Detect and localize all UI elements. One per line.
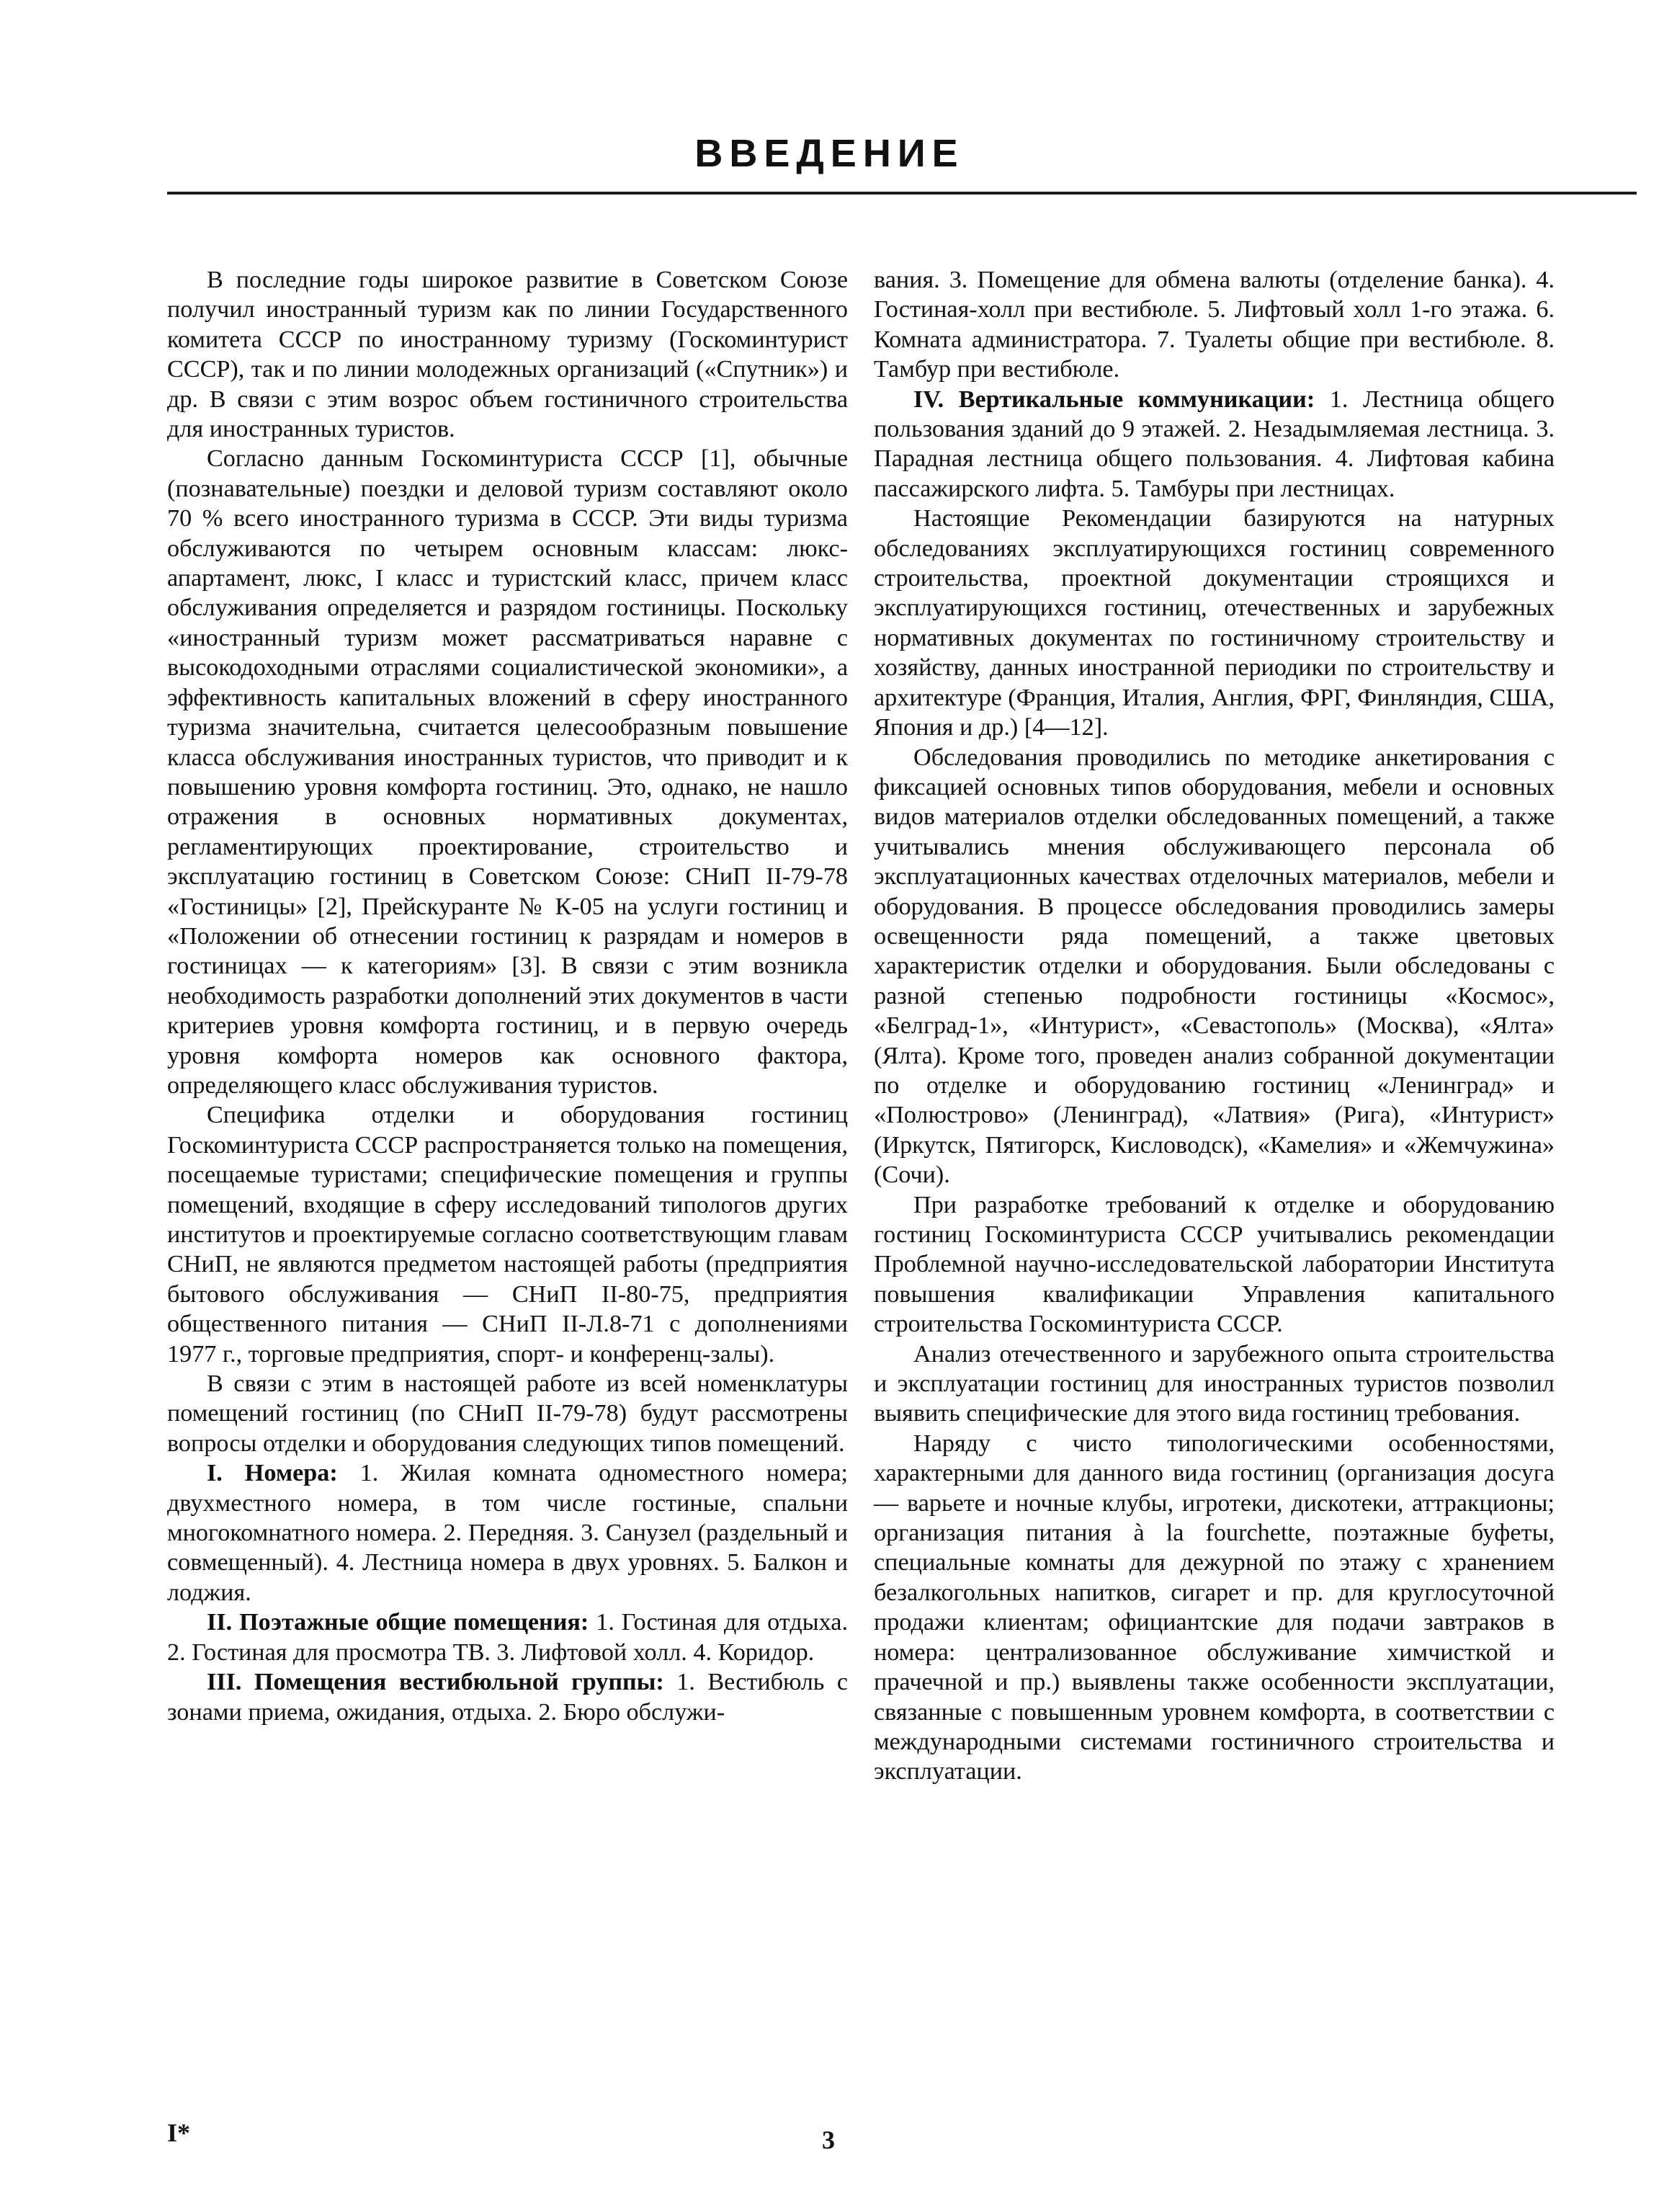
list-paragraph xyxy=(167,1667,848,1727)
list-heading: III. Помещения вестибюльной группы: xyxy=(207,1669,664,1696)
list-paragraph xyxy=(167,1458,848,1607)
list-text: 1. Вестибюль с зонами приема, ожидания, отдыха. 2. Бюро обслужи- xyxy=(167,1669,848,1726)
list-heading: II. Поэтажные общие помещения: xyxy=(207,1609,589,1636)
paragraph: Анализ отечественного и зарубежного опыта строительства и эксплуатации гостиниц для иностранных туристов позволил выявить специфические для этого вида гостиниц требования. xyxy=(874,1340,1555,1427)
page-number: 3 xyxy=(822,2126,835,2154)
paragraph: Настоящие Рекомендации базируются на натурных обследованиях эксплуатирующихся гостиниц современного строительства, проектной документации строящихся и эксплуатирующихся гостиниц, отечественных и зарубежных нормативных документах по гостиничному строительству и хозяйству, данных иностранной периодики по строительству и архитектуре (Франция, Италия, Англия, ФРГ, Финляндия, США, Япония и др.) [4—12]. xyxy=(874,505,1555,741)
list-heading: I. Номера: xyxy=(207,1460,338,1487)
list-paragraph xyxy=(167,1607,848,1667)
list-text: 1. Жилая комната одноместного номера; двухместного номера, в том числе гостиные, спальни многокомнатного номера. 2. Передняя. 3. Санузел (раздельный и совмещенный). 4. Лестница номера в двух уровнях. 5. Балкон и лоджия. xyxy=(167,1460,849,1606)
left-column xyxy=(167,265,848,1727)
paragraph: При разработке требований к отделке и оборудованию гостиниц Госкоминтуриста СССР учитывались рекомендации Проблемной научно-исследовательской лаборатории Института повышения квалификации Управления капитального строительства Госкоминтуриста СССР. xyxy=(874,1191,1555,1338)
paragraph: вания. 3. Помещение для обмена валюты (отделение банка). 4. Гостиная-холл при вестибюле. 5. Лифтовый холл 1-го этажа. 6. Комната администратора. 7. Туалеты общие при вестибюле. 8. Тамбур при вестибюле. xyxy=(874,267,1555,383)
title-rule xyxy=(167,192,1637,195)
paragraph: Обследования проводились по методике анкетирования с фиксацией основных типов оборудования, мебели и основных видов материалов отделки обследованных помещений, а также учитывались мнения обслуживающего персонала об эксплуатационных качествах отделочных материалов, мебели и оборудования. В процессе обследования проводились замеры освещенности ряда помещений, а также цветовых характеристик отделки и оборудования. Были обследованы с разной степенью подробности гостиницы «Космос», «Белград-1», «Интурист», «Севастополь» (Москва), «Ялта» (Ялта). Кроме того, проведен анализ собранной документации по отделке и оборудованию гостиниц «Ленинград» и «Полюстрово» (Ленинград), «Латвия» (Рига), «Интурист» (Иркутск, Пятигорск, Кисловодск), «Камелия» и «Жемчужина» (Сочи). xyxy=(874,744,1555,1189)
paragraph: Наряду с чисто типологическими особенностями, характерными для данного вида гостиниц (организация досуга — варьете и ночные клубы, игротеки, дискотеки, аттракционы; организация питания à la fourchette, поэтажные буфеты, специальные комнаты для дежурной по этажу с хранением безалкогольных напитков, сигарет и пр. для круглосуточной продажи клиентам; официантские для подачи завтраков в номера: централизованное обслуживание химчисткой и прачечной и пр.) выявлены также особенности эксплуатации, связанные с повышенным уровнем комфорта, в соответствии с международными системами гостиничного строительства и эксплуатации. xyxy=(874,1430,1555,1785)
signature-mark: I* xyxy=(167,2118,191,2147)
paragraph: Специфика отделки и оборудования гостиниц Госкоминтуриста СССР распространяется только на помещения, посещаемые туристами; специфические помещения и группы помещений, входящие в сферу исследований типологов других институтов и проектируемые согласно соответствующим главам СНиП, не являются предметом настоящей работы (предприятия бытового обслуживания — СНиП II-80-75, предприятия общественного питания — СНиП II-Л.8-71 с дополнениями 1977 г., торговые предприятия, спорт- и конференц-залы). xyxy=(167,1102,848,1368)
list-heading: IV. Вертикальные коммуникации: xyxy=(913,385,1315,413)
right-column xyxy=(874,265,1555,1787)
page-title: ВВЕДЕНИЕ xyxy=(694,132,965,175)
paragraph: Согласно данным Госкоминтуриста СССР [1], обычные (познавательные) поездки и деловой туризм составляют около 70 % всего иностранного туризма в СССР. Эти виды туризма обслуживаются по четырем основным классам: люкс-апартамент, люкс, I класс и туристский класс, причем класс обслуживания определяется и разрядом гостиницы. Поскольку «иностранный туризм может рассматриваться наравне с высокодоходными отраслями социалистической экономики», а эффективность капитальных вложений в сферу иностранного туризма значительна, считается целесообразным повышение класса обслуживания иностранных туристов, что приводит и к повышению уровня комфорта гостиниц. Это, однако, не нашло отражения в основных нормативных документах, регламентирующих проектирование, строительство и эксплуатацию гостиниц в Советском Союзе: СНиП II-79-78 «Гостиницы» [2], Прейскуранте № К-05 на услуги гостиниц и «Положении об отнесении гостиниц к разрядам и номеров в гостиницах — к категориям» [3]. В связи с этим возникла необходимость разработки дополнений этих документов в части критериев уровня комфорта гостиниц, и в первую очередь уровня комфорта номеров как основного фактора, определяющего класс обслуживания туристов. xyxy=(167,445,848,1099)
list-paragraph xyxy=(874,385,1555,504)
paragraph: В последние годы широкое развитие в Советском Союзе получил иностранный туризм как по линии Государственного комитета СССР по иностранному туризму (Госкоминтурист СССР), так и по линии молодежных организаций («Спутник») и др. В связи с этим возрос объем гостиничного строительства для иностранных туристов. xyxy=(167,267,848,443)
list-text: 1. Гостиная для отдыха. 2. Гостиная для просмотра ТВ. 3. Лифтовой холл. 4. Коридор. xyxy=(167,1609,848,1666)
paragraph: В связи с этим в настоящей работе из всей номенклатуры помещений гостиниц (по СНиП II-79-78) будут рассмотрены вопросы отделки и оборудования следующих типов помещений. xyxy=(167,1370,848,1457)
list-text: 1. Лестница общего пользования зданий до 9 этажей. 2. Незадымляемая лестница. 3. Парадная лестница общего пользования. 4. Лифтовая кабина пассажирского лифта. 5. Тамбуры при лестницах. xyxy=(874,385,1555,502)
